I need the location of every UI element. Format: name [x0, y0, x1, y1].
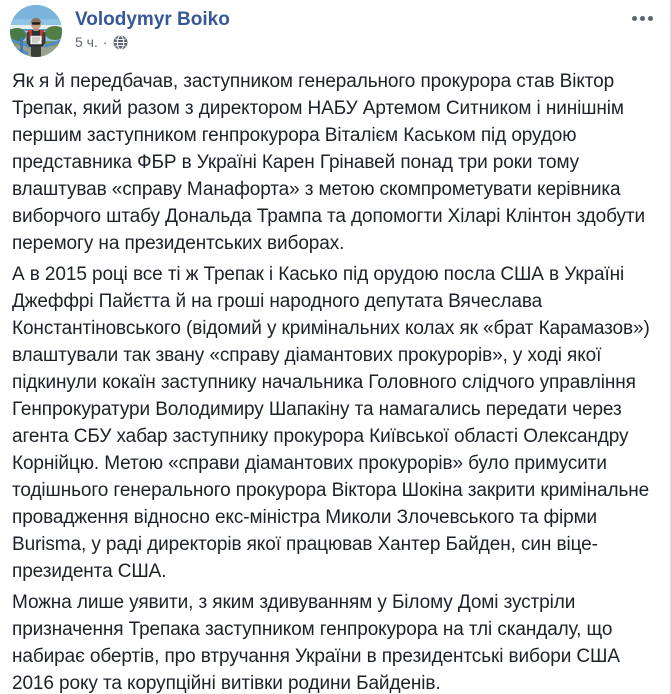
ellipsis-icon — [648, 16, 653, 21]
post-text-line: Константіновського (відомий у кримінальних колах як «брат Карамазов») — [12, 318, 650, 339]
post-text-line: виборчого штабу Дональда Трампа та допомогти Хіларі Клінтон здобути — [12, 206, 646, 227]
post-text-line: першим заступником генпрокурора Віталієм Каськом під орудою — [12, 125, 577, 146]
ellipsis-icon — [632, 16, 637, 21]
post-text — [0, 64, 670, 694]
post-text-line: Як я й передбачав, заступником генерального прокурора став Віктор — [12, 71, 615, 92]
post-text-line: провадження відносно екс-міністра Миколи Злочевського та фірми — [12, 507, 598, 528]
more-options-button[interactable] — [630, 12, 655, 25]
post-text-line: агента СБУ хабар заступнику прокурора Київської області Олександру — [12, 426, 629, 447]
globe-public-icon — [113, 35, 128, 50]
post-text-line: набирає обертів, про втручання України в президентські вибори США — [12, 646, 620, 667]
ellipsis-icon — [640, 16, 645, 21]
post-text-line: підкинули кокаїн заступнику начальника Головного слідчого управління — [12, 372, 636, 393]
post-text-line: Трепак, який разом з директором НАБУ Артемом Ситником і нинішнім — [12, 98, 624, 119]
post-text-line: Джеффрі Пайєтта й на гроші народного депутата Вячеслава — [12, 291, 543, 312]
avatar[interactable] — [10, 5, 62, 57]
post-text-line: Можна лише уявити, з яким здивуванням у Білому Домі зустріли — [12, 592, 576, 613]
post-header — [0, 0, 670, 64]
timestamp[interactable]: 5 ч. — [75, 34, 98, 51]
post-text-line: А в 2015 році все ті ж Трепак і Касько під орудою посла США в Україні — [12, 264, 625, 285]
post-text-line: Генпрокуратури Володимиру Шапакіну та намагались передати через — [12, 399, 622, 420]
post-text-line: Корнійцю. Метою «справи діамантових прокурорів» було примусити — [12, 453, 607, 474]
post-text-line: 2016 року та корупційні витівки родини Байденів. — [12, 673, 441, 694]
post-paragraph — [12, 261, 658, 585]
post-text-line: тодішнього генерального прокурора Віктора Шокіна закрити кримінальне — [12, 480, 650, 501]
post-text-line: влаштували так звану «справу діамантових прокурорів», у ході якої — [12, 345, 602, 366]
header-text — [75, 9, 230, 50]
meta-separator: · — [102, 34, 108, 51]
post-text-line: перемогу на президентських виборах. — [12, 233, 345, 254]
post-paragraph — [12, 589, 658, 694]
post-meta — [75, 35, 230, 50]
post-text-line: президента США. — [12, 561, 167, 582]
avatar-photo — [10, 5, 62, 57]
post-paragraph — [12, 68, 658, 257]
post-text-line: влаштував «справу Манафорта» з метою скомпрометувати керівника — [12, 179, 621, 200]
post-text-line: представника ФБР в Україні Карен Грінавей понад три роки тому — [12, 152, 580, 173]
author-name[interactable]: Volodymyr Boiko — [75, 9, 230, 30]
post-text-line: призначення Трепака заступником генпрокурора на тлі скандалу, що — [12, 619, 613, 640]
post-text-line: Burisma, у раді директорів якої працював Хантер Байден, син віце- — [12, 534, 598, 555]
